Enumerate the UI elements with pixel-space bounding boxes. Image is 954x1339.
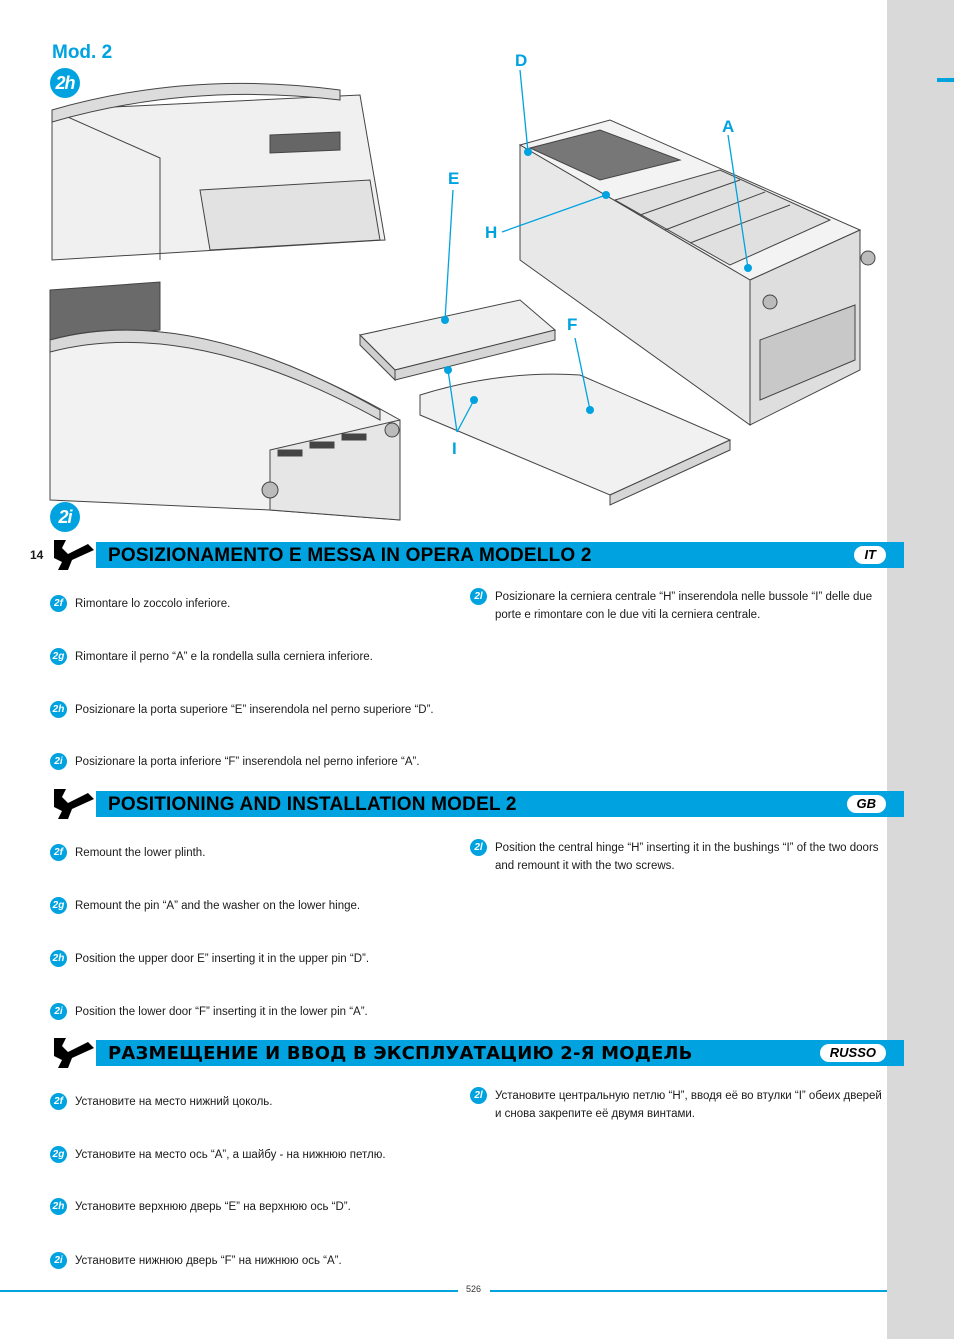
step-2g: 2g Rimontare il perno “A” e la rondella sulla cerniera inferiore. <box>50 648 440 666</box>
step-2h: 2h Установите верхнюю дверь “E” на верхнюю ось “D”. <box>50 1198 440 1216</box>
step-2g: 2g Remount the pin “A” and the washer on the lower hinge. <box>50 897 440 915</box>
step-2h: 2h Position the upper door E” inserting it in the upper pin “D”. <box>50 950 440 968</box>
wrench-icon <box>46 1034 96 1072</box>
step-2f: 2f Rimontare lo zoccolo inferiore. <box>50 595 440 613</box>
section-header-gb <box>48 791 904 817</box>
label-I: I <box>452 439 457 458</box>
footer-rule-left <box>0 1290 458 1292</box>
sidebar-tab-marker <box>937 78 954 82</box>
page-sidebar <box>887 0 954 1339</box>
figure-badge-2h: 2h <box>50 68 80 98</box>
model-label: Mod. 2 <box>52 42 113 63</box>
page-number: 14 <box>30 548 44 562</box>
label-F: F <box>567 315 578 334</box>
step-2i: 2i Posizionare la porta inferiore “F” inserendola nel perno inferiore “A”. <box>50 753 440 771</box>
step-2h: 2h Posizionare la porta superiore “E” inserendola nel perno superiore “D”. <box>50 701 440 719</box>
step-2i: 2i Установите нижнюю дверь “F” на нижнюю ось “A”. <box>50 1252 440 1270</box>
language-badge: IT <box>854 546 886 564</box>
step-2l: 2l Posizionare la cerniera centrale “H” inserendola nelle bussole “I” delle due porte e rimontare con le due viti la cerniera centrale. <box>470 588 882 624</box>
language-badge: RUSSO <box>820 1044 886 1062</box>
label-E: E <box>448 169 460 188</box>
footer-rule-right <box>490 1290 887 1292</box>
footer-page-number: 526 <box>466 1284 482 1294</box>
section-header-russo <box>48 1040 904 1066</box>
wrench-icon <box>46 785 96 823</box>
installation-illustration <box>40 40 890 540</box>
wrench-icon <box>46 536 96 574</box>
language-badge: GB <box>847 795 887 813</box>
step-2g: 2g Установите на место ось “A”, а шайбу - на нижнюю петлю. <box>50 1146 440 1164</box>
figure-badge-2i: 2i <box>50 502 80 532</box>
step-2l: 2l Position the central hinge “H” inserting it in the bushings “I” of the two doors and remount it with the two screws. <box>470 839 882 875</box>
label-A: A <box>722 117 735 136</box>
section-title: РАЗМЕЩЕНИЕ И ВВОД В ЭКСПЛУАТАЦИЮ 2-Я МОДЕЛЬ <box>108 1043 693 1064</box>
section-header-it <box>48 542 904 568</box>
label-D: D <box>515 51 528 70</box>
step-2f: 2f Установите на место нижний цоколь. <box>50 1093 440 1111</box>
section-title: POSITIONING AND INSTALLATION MODEL 2 <box>108 794 517 815</box>
step-2l: 2l Установите центральную петлю “H”, вводя её во втулки “I” обеих дверей и снова закрепите её двумя винтами. <box>470 1087 882 1123</box>
label-H: H <box>485 223 498 242</box>
step-2f: 2f Remount the lower plinth. <box>50 844 440 862</box>
section-title: POSIZIONAMENTO E MESSA IN OPERA MODELLO 2 <box>108 545 592 566</box>
step-2i: 2i Position the lower door “F” inserting it in the lower pin “A”. <box>50 1003 440 1021</box>
